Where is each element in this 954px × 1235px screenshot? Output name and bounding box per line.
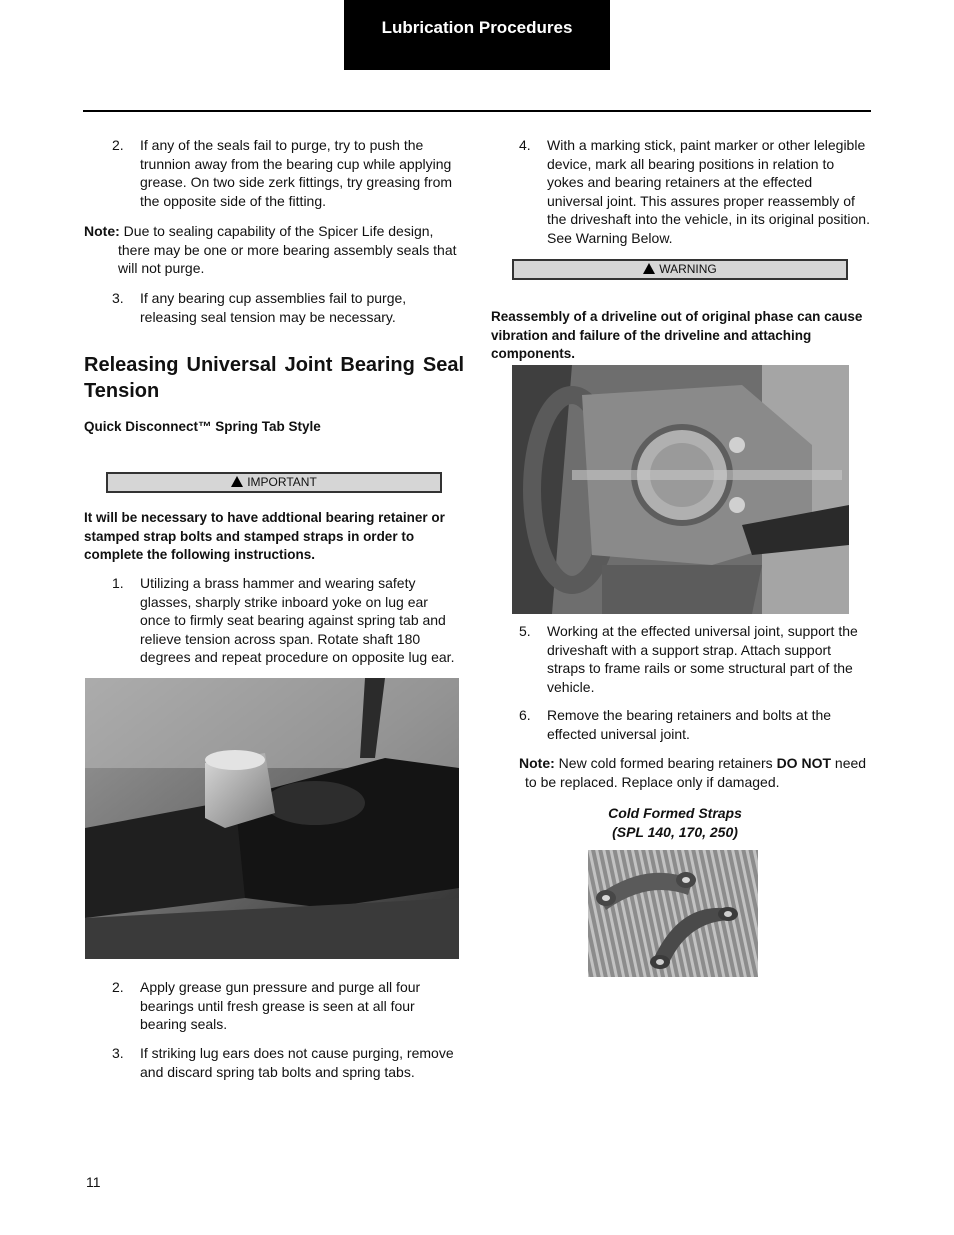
- item-number: 2.: [112, 137, 124, 153]
- caption-line: (SPL 140, 170, 250): [612, 824, 738, 840]
- item-text: Apply grease gun pressure and purge all four bearings until fresh grease is seen at all four bearing seals.: [140, 979, 421, 1032]
- important-box: [106, 472, 442, 493]
- subheading: Quick Disconnect™ Spring Tab Style: [84, 419, 321, 434]
- warning-triangle-icon: [231, 476, 243, 487]
- caption-line: Cold Formed Straps: [608, 805, 742, 821]
- item-number: 4.: [519, 137, 531, 153]
- item-number: 3.: [112, 290, 124, 306]
- warning-label: WARNING: [659, 262, 717, 276]
- section-title: Lubrication Procedures: [381, 18, 573, 37]
- note-paragraph: [519, 754, 871, 791]
- warning-box: [512, 259, 848, 280]
- note-paragraph: [84, 222, 462, 278]
- note-text: Due to sealing capability of the Spicer Life design, there may be one or more bearing assembly seals that will not purge.: [118, 223, 457, 276]
- item-text: Working at the effected universal joint, support the driveshaft with a support strap. Attach support straps to frame rails or some structural part of the vehicle.: [547, 623, 858, 695]
- hammer-photo: [85, 678, 459, 959]
- item-number: 5.: [519, 623, 531, 639]
- item-text: With a marking stick, paint marker or other lelegible device, mark all bearing positions in relation to yokes and bearing retainers at the effected universal joint. This assures proper reassembly of the driveshaft into the vehicle, in its original position. See Warning Below.: [547, 137, 870, 246]
- note-label: Note:: [519, 755, 555, 771]
- note-text: New cold formed bearing retainers: [558, 755, 773, 771]
- header-rule: [83, 110, 871, 112]
- note-text: need to be replaced. Replace only if damaged.: [525, 755, 867, 790]
- section-header-tab: [344, 0, 610, 70]
- page-number: 11: [86, 1174, 101, 1190]
- note-label: Note:: [84, 223, 120, 239]
- item-number: 3.: [112, 1045, 124, 1061]
- ujoint-photo: [512, 365, 849, 614]
- note-emphasis: DO NOT: [776, 755, 832, 771]
- item-text: If any bearing cup assemblies fail to purge, releasing seal tension may be necessary.: [140, 290, 407, 325]
- warning-triangle-icon: [643, 263, 655, 274]
- item-text: Remove the bearing retainers and bolts at the effected universal joint.: [547, 707, 832, 742]
- item-text: If any of the seals fail to purge, try to push the trunnion away from the bearing cup while applying grease. On two side zerk fittings, try greasing from the opposite side of the fitting.: [140, 137, 453, 209]
- ujoint-photo-image: [512, 365, 849, 614]
- item-number: 6.: [519, 707, 531, 723]
- hammer-photo-image: [85, 678, 459, 959]
- important-label: IMPORTANT: [247, 475, 317, 489]
- item-text: Utilizing a brass hammer and wearing safety glasses, sharply strike inboard yoke on lug ear once to firmly seat bearing against spring tab and relieve tension across span. Rotate shaft 180 degrees and repeat procedure on opposite lug ear.: [140, 575, 455, 665]
- item-number: 1.: [112, 575, 124, 591]
- important-text: It will be necessary to have addtional bearing retainer or stamped strap bolts and stamped straps in order to complete the following instructions.: [84, 510, 445, 562]
- item-number: 2.: [112, 979, 124, 995]
- section-heading: Releasing Universal Joint Bearing Seal Tension: [84, 354, 464, 402]
- warning-text: Reassembly of a driveline out of original phase can cause vibration and failure of the driveline and attaching components.: [491, 309, 863, 361]
- figure-caption: [570, 804, 780, 842]
- item-text: If striking lug ears does not cause purging, remove and discard spring tab bolts and spring tabs.: [140, 1045, 454, 1080]
- straps-photo: [588, 850, 758, 977]
- straps-photo-image: [588, 850, 758, 977]
